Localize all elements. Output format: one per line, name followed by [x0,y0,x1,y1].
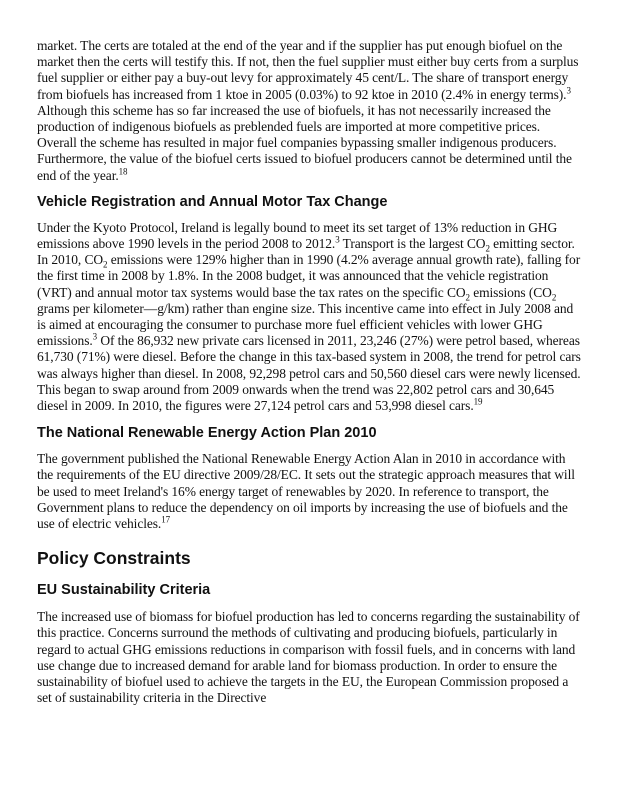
text: emitting sector. In 2010, CO [37,236,575,268]
section-heading-eu-sustainability: EU Sustainability Criteria [37,582,211,599]
paragraph-nreap [37,451,582,532]
text: emissions (CO [469,284,552,300]
document-page [37,38,582,707]
text: Of the 86,932 new private cars licensed in 2011, 23,246 (27%) were petrol based, whereas 61,730 (71%) were diesel. Before the change in this tax-based system in 2008, the trend for petrol cars was always higher than diesel. In 2008, 92,298 petrol cars and 50,560 diesel cars were newly licensed. This began to swap around from 2009 onwards when the trend was 22,802 petrol cars and 30,645 diesel in 2009. In 2010, the figures were 27,124 petrol cars and 53,998 diesel cars. [37,333,581,414]
section-heading-policy-constraints: Policy Constraints [37,548,191,569]
subscript: 2 [465,292,470,303]
subscript: 2 [103,259,108,270]
section-heading-nreap: The National Renewable Energy Action Plan 2010 [37,425,377,442]
text: Although this scheme has so far increased the use of biofuels, it has not necessarily increased the production of indigenous biofuels as preblended fuels are imported at more competitive prices. Overall the scheme has resulted in major fuel companies bypassing smaller indigenous producers. Furthermore, the value of the biofuel certs issued to biofuel producers cannot be determined until the end of the year. [37,102,572,183]
citation: 3 [335,234,340,245]
text: The government published the National Renewable Energy Action Alan in 2010 in accordance with the requirements of the EU directive 2009/28/EC. It sets out the strategic approach measures that will be used to meet Ireland's 16% energy target of renewables by 2020. In reference to transport, the Government plans to reduce the dependency on oil imports by increasing the use of biofuels and the use of electric vehicles. [37,451,575,532]
citation: 18 [118,166,128,177]
text: Under the Kyoto Protocol, Ireland is legally bound to meet its set target of 13% reduction in GHG emissions above 1990 levels in the period 2008 to 2012. [37,219,558,252]
subscript: 2 [551,292,557,303]
paragraph-eu-sustainability [37,609,582,706]
text: The increased use of biomass for biofuel production has led to concerns regarding the sustainability of this practice. Concerns surround the methods of cultivating and producing biofuels, particularly in regard to actual GHG emissions reductions in comparison with fossil fuels, and in concerns with land use change due to increased demand for arable land for biomass production. In order to ensure the sustainability of biofuel used to achieve the targets in the EU, the European Commission proposed a set of sustainability criteria in the Directive [37,609,580,706]
text: Transport is the largest CO [339,236,486,252]
paragraph-vehicle-registration [37,220,582,414]
text: grams per kilometer—g/km) rather than engine size. This incentive came into effect in July 2008 and is aimed at encouraging the consumer to purchase more fuel efficient vehicles with lower GHG emissions. [37,300,574,349]
text: market. The certs are totaled at the end of the year and if the supplier has put enough biofuel on the market then the certs will testify this. If not, then the fuel supplier must either buy certs from a surplus fuel supplier or either pay a buy-out levy for approximately 45 cent/L. The share of transport energy from biofuels has increased from 1 ktoe in 2005 (0.03%) to 92 ktoe in 2010 (2.4% in energy terms). [37,38,579,102]
text: emissions were 129% higher than in 1990 (4.2% average annual growth rate), falling for the first time in 2008 by 1.8%. In the 2008 budget, it was announced that the vehicle registration (VRT) and annual motor tax systems would base the tax rates on the specific CO [37,252,581,300]
citation: 3 [92,331,98,342]
citation: 3 [566,85,571,96]
citation: 19 [473,396,483,407]
subscript: 2 [485,243,490,254]
citation: 17 [161,514,171,525]
section-heading-vehicle-registration: Vehicle Registration and Annual Motor Tax Change [37,193,388,210]
paragraph-biofuel-certs [37,38,582,184]
